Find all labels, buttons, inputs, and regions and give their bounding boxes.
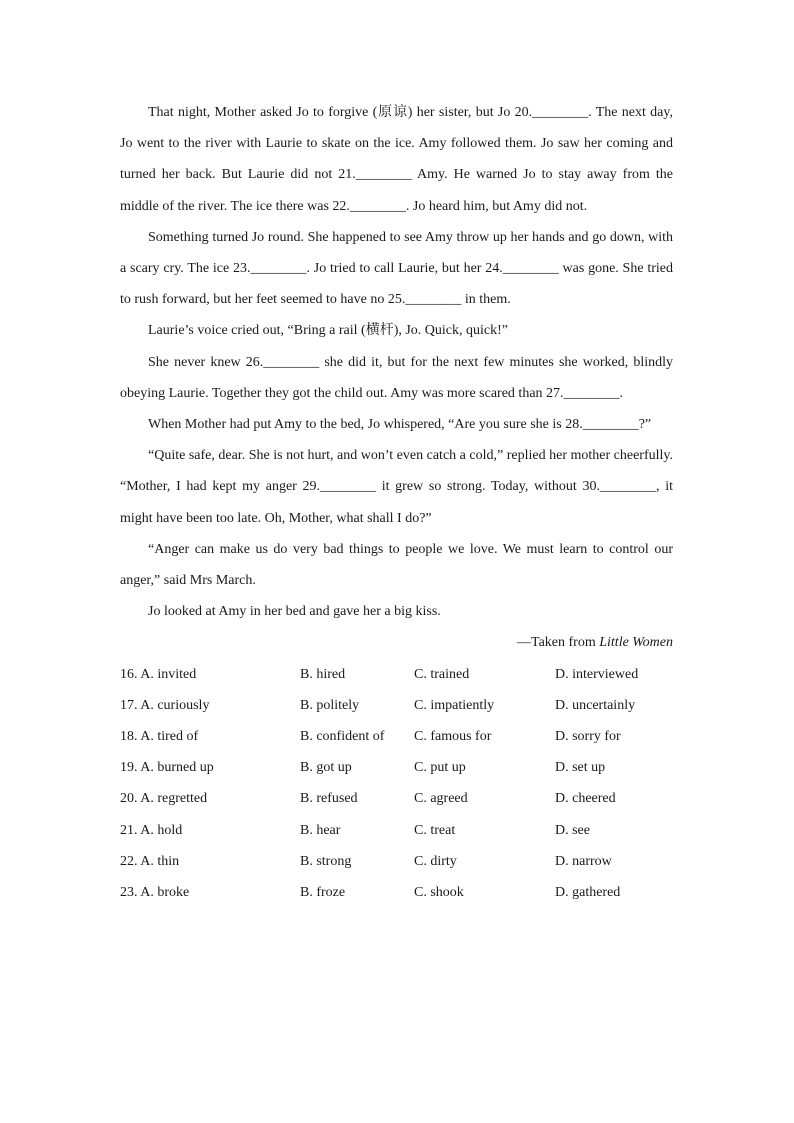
option-a: 21. A. hold: [120, 822, 183, 838]
option-d: D. narrow: [555, 853, 612, 869]
option-b: B. hear: [300, 822, 341, 838]
option-b: B. hired: [300, 666, 346, 682]
option-a: 17. A. curiously: [120, 697, 210, 713]
option-d: D. cheered: [555, 791, 616, 807]
story-text: [120, 97, 673, 627]
question-row: [120, 783, 673, 814]
source-title: Little Women: [599, 635, 673, 651]
option-d: D. see: [555, 822, 590, 838]
option-d: D. set up: [555, 760, 606, 776]
source-attribution: [120, 627, 673, 658]
option-a: 19. A. burned up: [120, 760, 214, 776]
option-b: B. refused: [300, 791, 358, 807]
option-b: B. got up: [300, 760, 352, 776]
option-c: C. impatiently: [414, 697, 495, 713]
question-row: [120, 877, 673, 908]
paragraph-8: Jo looked at Amy in her bed and gave her a big kiss.: [148, 604, 441, 620]
answer-options: [120, 659, 673, 909]
question-row: [120, 815, 673, 846]
option-a: 22. A. thin: [120, 853, 180, 869]
option-c: C. dirty: [414, 853, 457, 869]
option-a: 23. A. broke: [120, 884, 190, 900]
option-a: 18. A. tired of: [120, 729, 199, 745]
option-c: C. trained: [414, 666, 470, 682]
question-row: [120, 721, 673, 752]
paragraph-3: Laurie’s voice cried out, “Bring a rail (横杆), Jo. Quick, quick!”: [148, 323, 508, 339]
question-row: [120, 690, 673, 721]
option-d: D. gathered: [555, 884, 621, 900]
option-a: 20. A. regretted: [120, 791, 208, 807]
option-c: C. put up: [414, 760, 466, 776]
question-row: [120, 846, 673, 877]
option-a: 16. A. invited: [120, 666, 197, 682]
document-page: [120, 97, 673, 908]
option-b: B. strong: [300, 853, 352, 869]
paragraph-6: “Quite safe, dear. She is not hurt, and won’t even catch a cold,” replied her mother cheerfully. “Mother, I had kept my anger 29.________ it grew so strong. Today, without 30.________, it might have been too late. Oh, Mother, what shall I do?”: [120, 448, 673, 526]
option-c: C. agreed: [414, 791, 468, 807]
paragraph-2: Something turned Jo round. She happened to see Amy throw up her hands and go down, with a scary cry. The ice 23.________. Jo tried to call Laurie, but her 24.________ was gone. She tried to rush forward, but her feet seemed to have no 25.________ in them.: [120, 229, 673, 308]
option-b: B. confident of: [300, 729, 385, 745]
paragraph-5: When Mother had put Amy to the bed, Jo whispered, “Are you sure she is 28.________?”: [148, 417, 652, 433]
option-c: C. famous for: [414, 729, 492, 745]
source-prefix: —Taken from: [517, 635, 600, 651]
paragraph-1: That night, Mother asked Jo to forgive (原谅) her sister, but Jo 20.________. The next day, Jo went to the river with Laurie to skate on the ice. Amy followed them. Jo saw her coming and turned her back. But Laurie did not 21.________ Amy. He warned Jo to stay away from the middle of the river. The ice there was 22.________. Jo heard him, but Amy did not.: [120, 105, 673, 214]
option-b: B. politely: [300, 697, 360, 713]
paragraph-4: She never knew 26.________ she did it, but for the next few minutes she worked, blindly obeying Laurie. Together they got the child out. Amy was more scared than 27.________.: [120, 354, 673, 401]
question-row: [120, 659, 673, 690]
option-d: D. interviewed: [555, 666, 639, 682]
question-row: [120, 752, 673, 783]
option-c: C. shook: [414, 884, 464, 900]
paragraph-7: “Anger can make us do very bad things to people we love. We must learn to control our anger,” said Mrs March.: [120, 541, 673, 589]
option-c: C. treat: [414, 822, 456, 838]
option-d: D. uncertainly: [555, 697, 636, 713]
option-b: B. froze: [300, 884, 346, 900]
option-d: D. sorry for: [555, 729, 621, 745]
